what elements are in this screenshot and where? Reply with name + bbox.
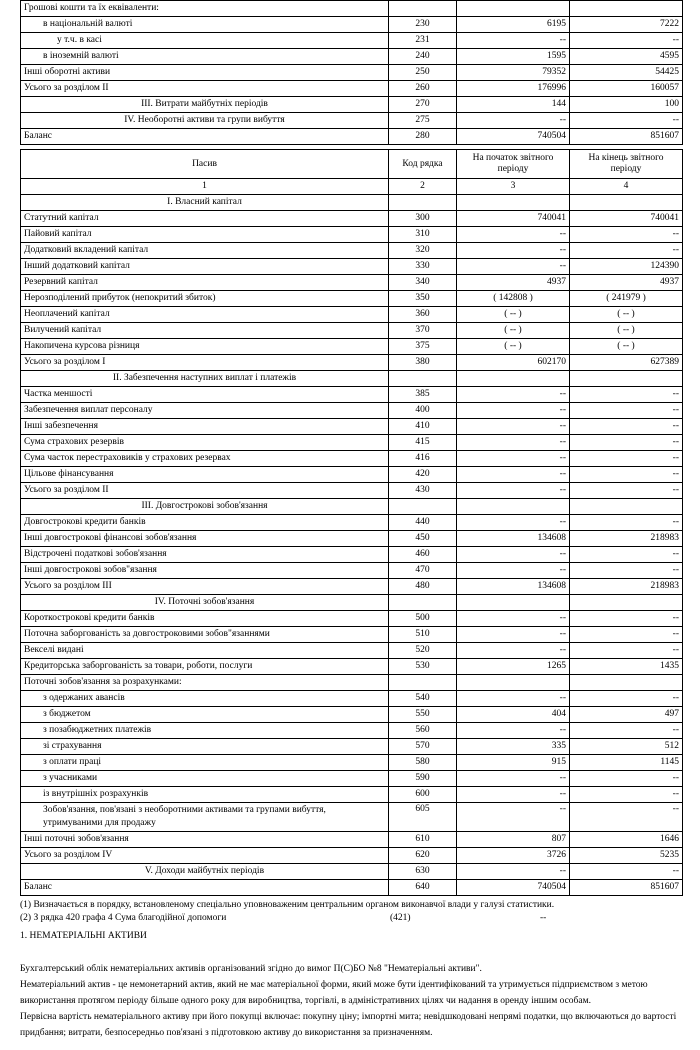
table-row bbox=[21, 563, 683, 579]
table-row bbox=[21, 387, 683, 403]
row-value-end: 7222 bbox=[570, 17, 683, 33]
row-code bbox=[389, 675, 457, 691]
row-value-end: -- bbox=[570, 435, 683, 451]
row-value-start: 807 bbox=[457, 832, 570, 848]
row-name: II. Забезпечення наступних виплат і платежів bbox=[21, 371, 389, 387]
row-value-start: 1595 bbox=[457, 49, 570, 65]
row-code bbox=[389, 371, 457, 387]
row-value-start: 602170 bbox=[457, 355, 570, 371]
row-name: IV. Необоротні активи та групи вибуття bbox=[21, 113, 389, 129]
row-value-start: 740504 bbox=[457, 880, 570, 896]
table-row bbox=[21, 243, 683, 259]
row-name: III. Витрати майбутніх періодів bbox=[21, 97, 389, 113]
row-code: 340 bbox=[389, 275, 457, 291]
row-name: Усього за розділом II bbox=[21, 81, 389, 97]
row-value-start: 6195 bbox=[457, 17, 570, 33]
row-name: I. Власний капітал bbox=[21, 195, 389, 211]
header-period-end: На кінець звітного періоду bbox=[570, 150, 683, 179]
row-value-end: 4937 bbox=[570, 275, 683, 291]
row-value-start: -- bbox=[457, 771, 570, 787]
row-value-end: -- bbox=[570, 243, 683, 259]
column-number-4: 4 bbox=[570, 179, 683, 195]
table-row bbox=[21, 499, 683, 515]
row-value-start: -- bbox=[457, 627, 570, 643]
row-name: в іноземній валюті bbox=[21, 49, 389, 65]
row-code bbox=[389, 595, 457, 611]
row-value-start: -- bbox=[457, 723, 570, 739]
row-name: Сума часток перестраховиків у страхових резервах bbox=[21, 451, 389, 467]
row-code: 330 bbox=[389, 259, 457, 275]
row-code bbox=[389, 195, 457, 211]
row-value-end: ( -- ) bbox=[570, 307, 683, 323]
row-name: Баланс bbox=[21, 129, 389, 145]
row-code: 231 bbox=[389, 33, 457, 49]
table-row bbox=[21, 755, 683, 771]
row-name: Неоплачений капітал bbox=[21, 307, 389, 323]
row-value-end: -- bbox=[570, 467, 683, 483]
footnotes bbox=[20, 899, 682, 925]
row-name: Цільове фінансування bbox=[21, 467, 389, 483]
table-row bbox=[21, 323, 683, 339]
row-value-end: -- bbox=[570, 627, 683, 643]
row-name: Інші поточні зобов'язання bbox=[21, 832, 389, 848]
row-name: Пайовий капітал bbox=[21, 227, 389, 243]
row-value-start bbox=[457, 371, 570, 387]
row-value-start: 134608 bbox=[457, 579, 570, 595]
row-value-start: -- bbox=[457, 611, 570, 627]
row-name: Грошові кошти та їх еквіваленти: bbox=[21, 1, 389, 17]
row-code: 520 bbox=[389, 643, 457, 659]
row-value-start: -- bbox=[457, 467, 570, 483]
row-name: Кредиторська заборгованість за товари, роботи, послуги bbox=[21, 659, 389, 675]
row-code: 280 bbox=[389, 129, 457, 145]
row-name: Усього за розділом II bbox=[21, 483, 389, 499]
row-value-start: -- bbox=[457, 864, 570, 880]
row-value-end: -- bbox=[570, 227, 683, 243]
table-row bbox=[21, 675, 683, 691]
table-row bbox=[21, 832, 683, 848]
row-value-end: -- bbox=[570, 419, 683, 435]
row-code: 570 bbox=[389, 739, 457, 755]
row-value-start: ( -- ) bbox=[457, 339, 570, 355]
table-row bbox=[21, 723, 683, 739]
row-value-end: ( -- ) bbox=[570, 323, 683, 339]
row-value-end: 1435 bbox=[570, 659, 683, 675]
table-row bbox=[21, 579, 683, 595]
table-row bbox=[21, 627, 683, 643]
column-number-1: 1 bbox=[21, 179, 389, 195]
row-name: Сума страхових резервів bbox=[21, 435, 389, 451]
table-row bbox=[21, 880, 683, 896]
row-value-end: -- bbox=[570, 563, 683, 579]
row-value-start: 335 bbox=[457, 739, 570, 755]
row-value-start: -- bbox=[457, 113, 570, 129]
row-name: в національній валюті bbox=[21, 17, 389, 33]
row-value-start: -- bbox=[457, 387, 570, 403]
row-value-end: 1145 bbox=[570, 755, 683, 771]
table-row bbox=[21, 81, 683, 97]
row-name: Поточна заборгованість за довгостроковими зобов"язаннями bbox=[21, 627, 389, 643]
row-name: Частка меншості bbox=[21, 387, 389, 403]
row-name: Відстрочені податкові зобов'язання bbox=[21, 547, 389, 563]
row-name: з позабюджетних платежів bbox=[21, 723, 389, 739]
row-value-end: -- bbox=[570, 691, 683, 707]
table-row bbox=[21, 483, 683, 499]
table-row bbox=[21, 787, 683, 803]
table-row bbox=[21, 707, 683, 723]
table-row bbox=[21, 419, 683, 435]
row-code: 300 bbox=[389, 211, 457, 227]
row-name: Усього за розділом IV bbox=[21, 848, 389, 864]
row-code: 385 bbox=[389, 387, 457, 403]
row-code: 416 bbox=[389, 451, 457, 467]
row-code: 400 bbox=[389, 403, 457, 419]
row-value-start: -- bbox=[457, 483, 570, 499]
row-value-end: -- bbox=[570, 33, 683, 49]
row-value-start bbox=[457, 499, 570, 515]
paragraph-3: Первісна вартість нематеріального активу при його покупці включає: покупну ціну; імпортні мита; невідшкодовані непрямі податки, що включаються до вартості придбання; витрати, безпосередньо пов'язані з підготовкою активу до використання за призначенням. bbox=[20, 1012, 677, 1038]
row-name: Інші довгострокові зобов"язання bbox=[21, 563, 389, 579]
row-name: Довгострокові кредити банків bbox=[21, 515, 389, 531]
row-value-end: 740041 bbox=[570, 211, 683, 227]
table-row bbox=[21, 195, 683, 211]
row-value-end bbox=[570, 371, 683, 387]
table-row bbox=[21, 227, 683, 243]
table-row bbox=[21, 771, 683, 787]
row-name: Зобов'язання, пов'язані з необоротними активами та групами вибуття, утримуваними для продажу bbox=[21, 803, 389, 832]
row-code: 620 bbox=[389, 848, 457, 864]
table-row bbox=[21, 291, 683, 307]
row-value-start: 3726 bbox=[457, 848, 570, 864]
row-name: Інший додатковий капітал bbox=[21, 259, 389, 275]
header-period-start: На початок звітного періоду bbox=[457, 150, 570, 179]
row-value-start: 176996 bbox=[457, 81, 570, 97]
row-value-end: 218983 bbox=[570, 579, 683, 595]
row-value-end: 218983 bbox=[570, 531, 683, 547]
row-name: зі страхування bbox=[21, 739, 389, 755]
row-name: із внутрішніх розрахунків bbox=[21, 787, 389, 803]
row-code: 430 bbox=[389, 483, 457, 499]
row-value-start: 1265 bbox=[457, 659, 570, 675]
row-value-end: 851607 bbox=[570, 880, 683, 896]
intangible-assets-text bbox=[20, 961, 682, 1041]
row-value-start: -- bbox=[457, 403, 570, 419]
row-code bbox=[389, 1, 457, 17]
row-value-start: 134608 bbox=[457, 531, 570, 547]
row-code: 480 bbox=[389, 579, 457, 595]
row-name: Інші довгострокові фінансові зобов'язання bbox=[21, 531, 389, 547]
column-number-2: 2 bbox=[389, 179, 457, 195]
table-row bbox=[21, 403, 683, 419]
table-row bbox=[21, 1, 683, 17]
row-value-end: -- bbox=[570, 547, 683, 563]
table-row bbox=[21, 113, 683, 129]
row-name: у т.ч. в касі bbox=[21, 33, 389, 49]
row-name: Інші забезпечення bbox=[21, 419, 389, 435]
table-row bbox=[21, 129, 683, 145]
table-row bbox=[21, 611, 683, 627]
row-name: V. Доходи майбутніх періодів bbox=[21, 864, 389, 880]
paragraph-1: Бухгалтерський облік нематеріальних активів організований згідно до вимог П(С)БО №8 "Нематеріальні активи". bbox=[20, 964, 482, 974]
row-code: 640 bbox=[389, 880, 457, 896]
row-value-end: -- bbox=[570, 611, 683, 627]
row-value-start: -- bbox=[457, 643, 570, 659]
table-row bbox=[21, 803, 683, 832]
row-code: 370 bbox=[389, 323, 457, 339]
row-code: 560 bbox=[389, 723, 457, 739]
row-value-start: -- bbox=[457, 547, 570, 563]
footnote-2-code: (421) bbox=[390, 913, 411, 923]
table-row bbox=[21, 659, 683, 675]
row-value-end: -- bbox=[570, 483, 683, 499]
table-row bbox=[21, 864, 683, 880]
column-number-row bbox=[21, 179, 683, 195]
row-value-end: -- bbox=[570, 643, 683, 659]
row-value-start: -- bbox=[457, 419, 570, 435]
row-name: IV. Поточні зобов'язання bbox=[21, 595, 389, 611]
row-code: 470 bbox=[389, 563, 457, 579]
row-value-end: -- bbox=[570, 803, 683, 832]
row-value-end: -- bbox=[570, 451, 683, 467]
row-name: Статутний капітал bbox=[21, 211, 389, 227]
table-row bbox=[21, 643, 683, 659]
row-code: 320 bbox=[389, 243, 457, 259]
row-value-start: -- bbox=[457, 787, 570, 803]
row-name: з одержаних авансів bbox=[21, 691, 389, 707]
row-value-end: -- bbox=[570, 771, 683, 787]
row-value-start: -- bbox=[457, 451, 570, 467]
row-value-end: ( -- ) bbox=[570, 339, 683, 355]
row-value-end: -- bbox=[570, 387, 683, 403]
header-liabilities: Пасив bbox=[21, 150, 389, 179]
row-value-end: -- bbox=[570, 723, 683, 739]
row-value-start: -- bbox=[457, 227, 570, 243]
row-value-end: 4595 bbox=[570, 49, 683, 65]
row-value-start: -- bbox=[457, 33, 570, 49]
row-code: 270 bbox=[389, 97, 457, 113]
row-value-start: ( 142808 ) bbox=[457, 291, 570, 307]
table-row bbox=[21, 307, 683, 323]
row-value-end bbox=[570, 195, 683, 211]
row-name: Нерозподілений прибуток (непокритий збиток) bbox=[21, 291, 389, 307]
row-code: 350 bbox=[389, 291, 457, 307]
assets-table-tail bbox=[20, 0, 683, 145]
row-value-end: -- bbox=[570, 403, 683, 419]
row-value-end: 54425 bbox=[570, 65, 683, 81]
section-title: 1. НЕМАТЕРІАЛЬНІ АКТИВИ bbox=[20, 931, 147, 941]
row-code: 375 bbox=[389, 339, 457, 355]
row-name: Вилучений капітал bbox=[21, 323, 389, 339]
row-code: 460 bbox=[389, 547, 457, 563]
row-code: 590 bbox=[389, 771, 457, 787]
table-row bbox=[21, 691, 683, 707]
table-row bbox=[21, 595, 683, 611]
row-value-start: -- bbox=[457, 435, 570, 451]
row-name: Забезпечення виплат персоналу bbox=[21, 403, 389, 419]
row-code: 580 bbox=[389, 755, 457, 771]
table-row bbox=[21, 211, 683, 227]
table-row bbox=[21, 515, 683, 531]
row-value-start: ( -- ) bbox=[457, 307, 570, 323]
row-name: Усього за розділом I bbox=[21, 355, 389, 371]
row-code: 550 bbox=[389, 707, 457, 723]
row-value-end: 100 bbox=[570, 97, 683, 113]
row-name: Короткострокові кредити банків bbox=[21, 611, 389, 627]
row-value-end: 851607 bbox=[570, 129, 683, 145]
row-code: 240 bbox=[389, 49, 457, 65]
row-value-end: -- bbox=[570, 787, 683, 803]
row-value-start: 79352 bbox=[457, 65, 570, 81]
row-code: 420 bbox=[389, 467, 457, 483]
row-value-end: 124390 bbox=[570, 259, 683, 275]
row-code: 275 bbox=[389, 113, 457, 129]
row-value-start: ( -- ) bbox=[457, 323, 570, 339]
row-value-end: 5235 bbox=[570, 848, 683, 864]
row-code: 630 bbox=[389, 864, 457, 880]
footnote-2 bbox=[20, 912, 682, 925]
footnote-2-label: (2) З рядка 420 графа 4 Сума благодійної допомоги bbox=[20, 913, 227, 923]
table-row bbox=[21, 339, 683, 355]
row-code: 600 bbox=[389, 787, 457, 803]
row-code: 230 bbox=[389, 17, 457, 33]
table-row bbox=[21, 848, 683, 864]
row-code: 380 bbox=[389, 355, 457, 371]
table-row bbox=[21, 65, 683, 81]
row-name: Усього за розділом III bbox=[21, 579, 389, 595]
row-code: 415 bbox=[389, 435, 457, 451]
row-value-start: -- bbox=[457, 259, 570, 275]
row-value-end: 512 bbox=[570, 739, 683, 755]
row-value-end: 1646 bbox=[570, 832, 683, 848]
row-name: з учасниками bbox=[21, 771, 389, 787]
row-value-end: 497 bbox=[570, 707, 683, 723]
paragraph-2: Нематеріальний актив - це немонетарний актив, який не має матеріальної форми, який може бути ідентифікований та утримується підприємством з метою використання протягом періоду більше одного року для виробництва, торгівлі, в адміністративних цілях чи надання в оренду іншим особам. bbox=[20, 980, 648, 1006]
row-name: Поточні зобов'язання за розрахунками: bbox=[21, 675, 389, 691]
row-name: Інші оборотні активи bbox=[21, 65, 389, 81]
row-value-start: -- bbox=[457, 243, 570, 259]
row-code: 250 bbox=[389, 65, 457, 81]
footnote-1: (1) Визначається в порядку, встановленому спеціально уповноваженим центральним органом виконавчої влади у галузі статистики. bbox=[20, 900, 555, 910]
row-value-start: 4937 bbox=[457, 275, 570, 291]
row-value-start: -- bbox=[457, 515, 570, 531]
header-row-code: Код рядка bbox=[389, 150, 457, 179]
row-name: Баланс bbox=[21, 880, 389, 896]
balance-sheet-page bbox=[20, 0, 682, 1041]
row-value-start: -- bbox=[457, 563, 570, 579]
row-value-end bbox=[570, 1, 683, 17]
row-code: 450 bbox=[389, 531, 457, 547]
row-value-start bbox=[457, 595, 570, 611]
table-row bbox=[21, 435, 683, 451]
table-row bbox=[21, 531, 683, 547]
row-value-start: 915 bbox=[457, 755, 570, 771]
row-code: 610 bbox=[389, 832, 457, 848]
row-value-start: 404 bbox=[457, 707, 570, 723]
row-value-start bbox=[457, 675, 570, 691]
row-value-end: 160057 bbox=[570, 81, 683, 97]
row-code: 260 bbox=[389, 81, 457, 97]
table-row bbox=[21, 355, 683, 371]
row-value-end: -- bbox=[570, 113, 683, 129]
row-value-start: 144 bbox=[457, 97, 570, 113]
row-value-end: ( 241979 ) bbox=[570, 291, 683, 307]
table-row bbox=[21, 739, 683, 755]
row-value-end: -- bbox=[570, 515, 683, 531]
row-name: Резервний капітал bbox=[21, 275, 389, 291]
row-code: 440 bbox=[389, 515, 457, 531]
row-code: 310 bbox=[389, 227, 457, 243]
table-row bbox=[21, 451, 683, 467]
row-name: Векселі видані bbox=[21, 643, 389, 659]
liabilities-table bbox=[20, 149, 683, 896]
row-value-start bbox=[457, 195, 570, 211]
table-row bbox=[21, 275, 683, 291]
row-value-end: 627389 bbox=[570, 355, 683, 371]
row-code: 410 bbox=[389, 419, 457, 435]
row-name: III. Довгострокові зобов'язання bbox=[21, 499, 389, 515]
row-code: 500 bbox=[389, 611, 457, 627]
table-row bbox=[21, 49, 683, 65]
row-value-start: 740504 bbox=[457, 129, 570, 145]
table-row bbox=[21, 547, 683, 563]
row-name: Накопичена курсова різниця bbox=[21, 339, 389, 355]
table-row bbox=[21, 97, 683, 113]
footnote-2-value: -- bbox=[540, 913, 547, 923]
row-name: з бюджетом bbox=[21, 707, 389, 723]
row-name: з оплати праці bbox=[21, 755, 389, 771]
row-code: 605 bbox=[389, 803, 457, 832]
row-code: 540 bbox=[389, 691, 457, 707]
row-value-end bbox=[570, 499, 683, 515]
row-value-end: -- bbox=[570, 864, 683, 880]
row-code: 530 bbox=[389, 659, 457, 675]
row-code: 360 bbox=[389, 307, 457, 323]
table-header-row bbox=[21, 150, 683, 179]
row-value-start: -- bbox=[457, 803, 570, 832]
table-row bbox=[21, 371, 683, 387]
row-value-end bbox=[570, 595, 683, 611]
row-code bbox=[389, 499, 457, 515]
row-value-end bbox=[570, 675, 683, 691]
table-row bbox=[21, 33, 683, 49]
column-number-3: 3 bbox=[457, 179, 570, 195]
table-row bbox=[21, 259, 683, 275]
row-value-start bbox=[457, 1, 570, 17]
row-value-start: -- bbox=[457, 691, 570, 707]
row-code: 510 bbox=[389, 627, 457, 643]
table-row bbox=[21, 17, 683, 33]
table-row bbox=[21, 467, 683, 483]
row-value-start: 740041 bbox=[457, 211, 570, 227]
row-name: Додатковий вкладений капітал bbox=[21, 243, 389, 259]
